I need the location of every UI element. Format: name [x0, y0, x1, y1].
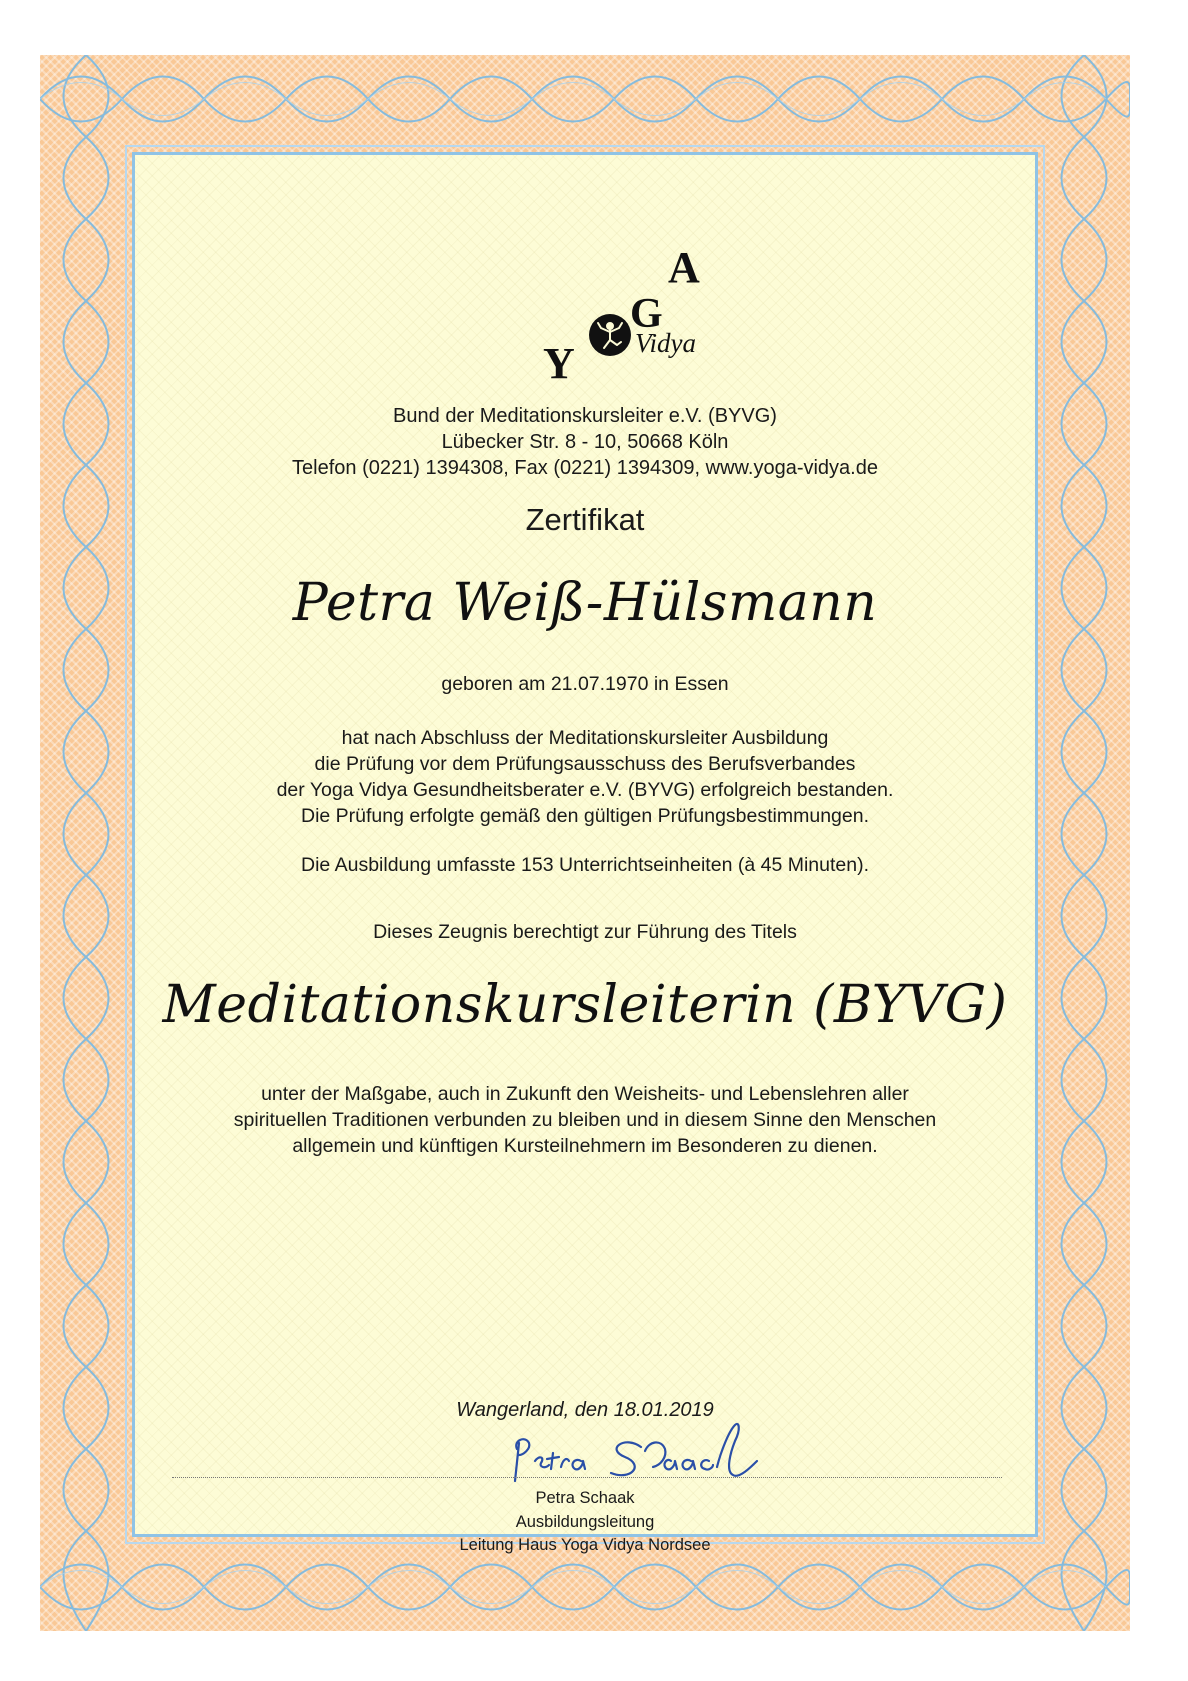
organization-contact: Telefon (0221) 1394308, Fax (0221) 1394309, www.yoga-vidya.de: [292, 457, 878, 479]
condition-line: unter der Maßgabe, auch in Zukunft den Weisheits- und Lebenslehren aller: [261, 1083, 909, 1105]
organization-address: Lübecker Str. 8 - 10, 50668 Köln: [441, 431, 729, 453]
handwritten-signature: [495, 1411, 815, 1491]
signatory-name: Petra Schaak: [535, 1489, 635, 1507]
logo-letter-a: A: [668, 243, 700, 292]
yoga-vidya-logo: [525, 243, 725, 400]
signature-line: [172, 1477, 1002, 1478]
organization-name: Bund der Meditationskursleiter e.V. (BYVG): [393, 405, 777, 427]
statement-line: die Prüfung vor dem Prüfungsausschuss des Berufsverbandes: [314, 753, 856, 775]
recipient-name: Petra Weiß-Hülsmann: [292, 573, 878, 633]
statement-line: Die Prüfung erfolgte gemäß den gültigen Prüfungsbestimmungen.: [300, 805, 869, 827]
certificate-title: Zertifikat: [525, 502, 645, 537]
logo-letter-g: G: [630, 291, 663, 337]
logo-letter-y: Y: [543, 339, 575, 388]
place-date: Wangerland, den 18.01.2019: [456, 1399, 714, 1421]
dancing-figure-icon: [587, 312, 633, 358]
logo-vidya-text: Vidya: [635, 328, 696, 358]
birth-line: geboren am 21.07.1970 in Essen: [441, 673, 729, 695]
statement-line: der Yoga Vidya Gesundheitsberater e.V. (BYVG) erfolgreich bestanden.: [276, 779, 894, 801]
statement-line: hat nach Abschluss der Meditationskursleiter Ausbildung: [341, 727, 829, 749]
condition-line: allgemein und künftigen Kursteilnehmern im Besonderen zu dienen.: [292, 1135, 878, 1157]
signatory-role: Ausbildungsleitung: [515, 1513, 655, 1531]
certificate-border: [40, 55, 1130, 1631]
degree-title: Meditationskursleiterin (BYVG): [162, 975, 1008, 1035]
entitlement-line: Dieses Zeugnis berechtigt zur Führung des Titels: [373, 921, 797, 943]
condition-line: spirituellen Traditionen verbunden zu bleiben und in diesem Sinne den Menschen: [233, 1109, 937, 1131]
certificate-panel: [132, 152, 1038, 1554]
signatory-position: Leitung Haus Yoga Vidya Nordsee: [459, 1536, 711, 1554]
hours-line: Die Ausbildung umfasste 153 Unterrichtseinheiten (à 45 Minuten).: [301, 854, 869, 876]
